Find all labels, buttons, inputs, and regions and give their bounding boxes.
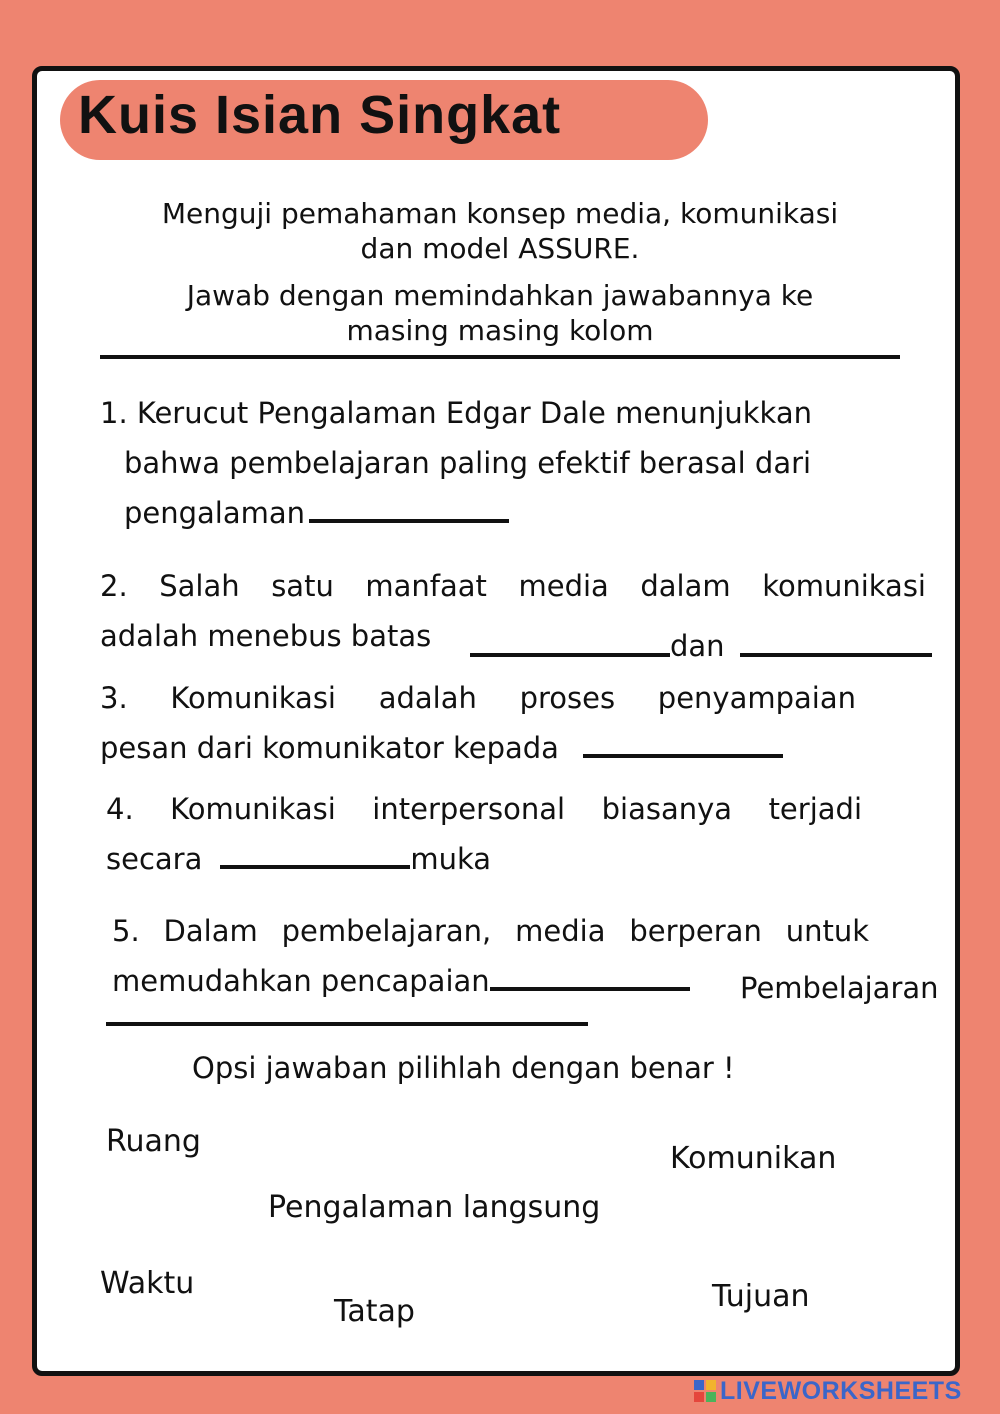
page-title: Kuis Isian Singkat <box>78 85 562 145</box>
option-tatap[interactable]: Tatap <box>334 1294 415 1329</box>
answer-blank-5b[interactable] <box>106 1022 588 1026</box>
question-4-suffix: muka <box>410 842 492 876</box>
question-4-line-1: 4. Komunikasi interpersonal biasanya terjadi <box>106 792 862 826</box>
answer-blank-4[interactable] <box>220 865 410 869</box>
option-komunikan[interactable]: Komunikan <box>670 1141 837 1176</box>
option-pengalaman-langsung[interactable]: Pengalaman langsung <box>268 1190 601 1225</box>
answer-blank-5[interactable] <box>490 987 690 991</box>
question-2-line-1: 2. Salah satu manfaat media dalam komunikasi <box>100 569 926 603</box>
answer-blank-2a[interactable] <box>470 625 670 657</box>
option-tujuan[interactable]: Tujuan <box>712 1279 810 1314</box>
answer-blank-3[interactable] <box>583 754 783 758</box>
instruction-line-2: masing masing kolom <box>346 314 654 347</box>
question-1-line-1: 1. Kerucut Pengalaman Edgar Dale menunjukkan <box>100 396 812 430</box>
question-2-prefix: adalah menebus batas <box>100 619 432 653</box>
question-1-line-3 <box>100 488 880 538</box>
intro-line-2: dan model ASSURE. <box>360 232 640 265</box>
options-heading: Opsi jawaban pilihlah dengan benar ! <box>192 1051 735 1085</box>
question-4-prefix: secara <box>106 842 203 876</box>
option-ruang[interactable]: Ruang <box>106 1124 201 1159</box>
question-5-suffix: Pembelajaran <box>740 971 939 1005</box>
instruction-line-1: Jawab dengan memindahkan jawabannya ke <box>186 279 814 312</box>
question-5-line-1: 5. Dalam pembelajaran, media berperan untuk <box>112 914 869 948</box>
header-divider <box>100 355 900 359</box>
question-1-prefix: pengalaman <box>124 496 306 530</box>
question-3 <box>100 673 856 773</box>
answer-blank-2b[interactable] <box>740 625 932 657</box>
question-3-line-2-wrap <box>100 723 856 773</box>
question-4 <box>106 784 862 884</box>
liveworksheets-brand <box>694 1376 962 1406</box>
answer-blank-1[interactable] <box>309 519 509 523</box>
liveworksheets-wordmark: LIVEWORKSHEETS <box>720 1376 962 1405</box>
question-3-prefix: pesan dari komunikator kepada <box>100 731 559 765</box>
question-2 <box>100 561 926 661</box>
question-2-connector: dan <box>670 629 725 663</box>
question-4-line-2-wrap <box>106 834 862 884</box>
option-waktu[interactable]: Waktu <box>100 1266 195 1301</box>
question-1 <box>100 388 880 538</box>
question-3-line-1: 3. Komunikasi adalah proses penyampaian <box>100 681 856 715</box>
question-1-line-2: bahwa pembelajaran paling efektif berasal dari <box>124 446 812 480</box>
intro-line-1: Menguji pemahaman konsep media, komunikasi <box>161 197 839 230</box>
question-5-prefix: memudahkan pencapaian <box>112 964 490 998</box>
liveworksheets-logo-icon <box>694 1380 716 1402</box>
